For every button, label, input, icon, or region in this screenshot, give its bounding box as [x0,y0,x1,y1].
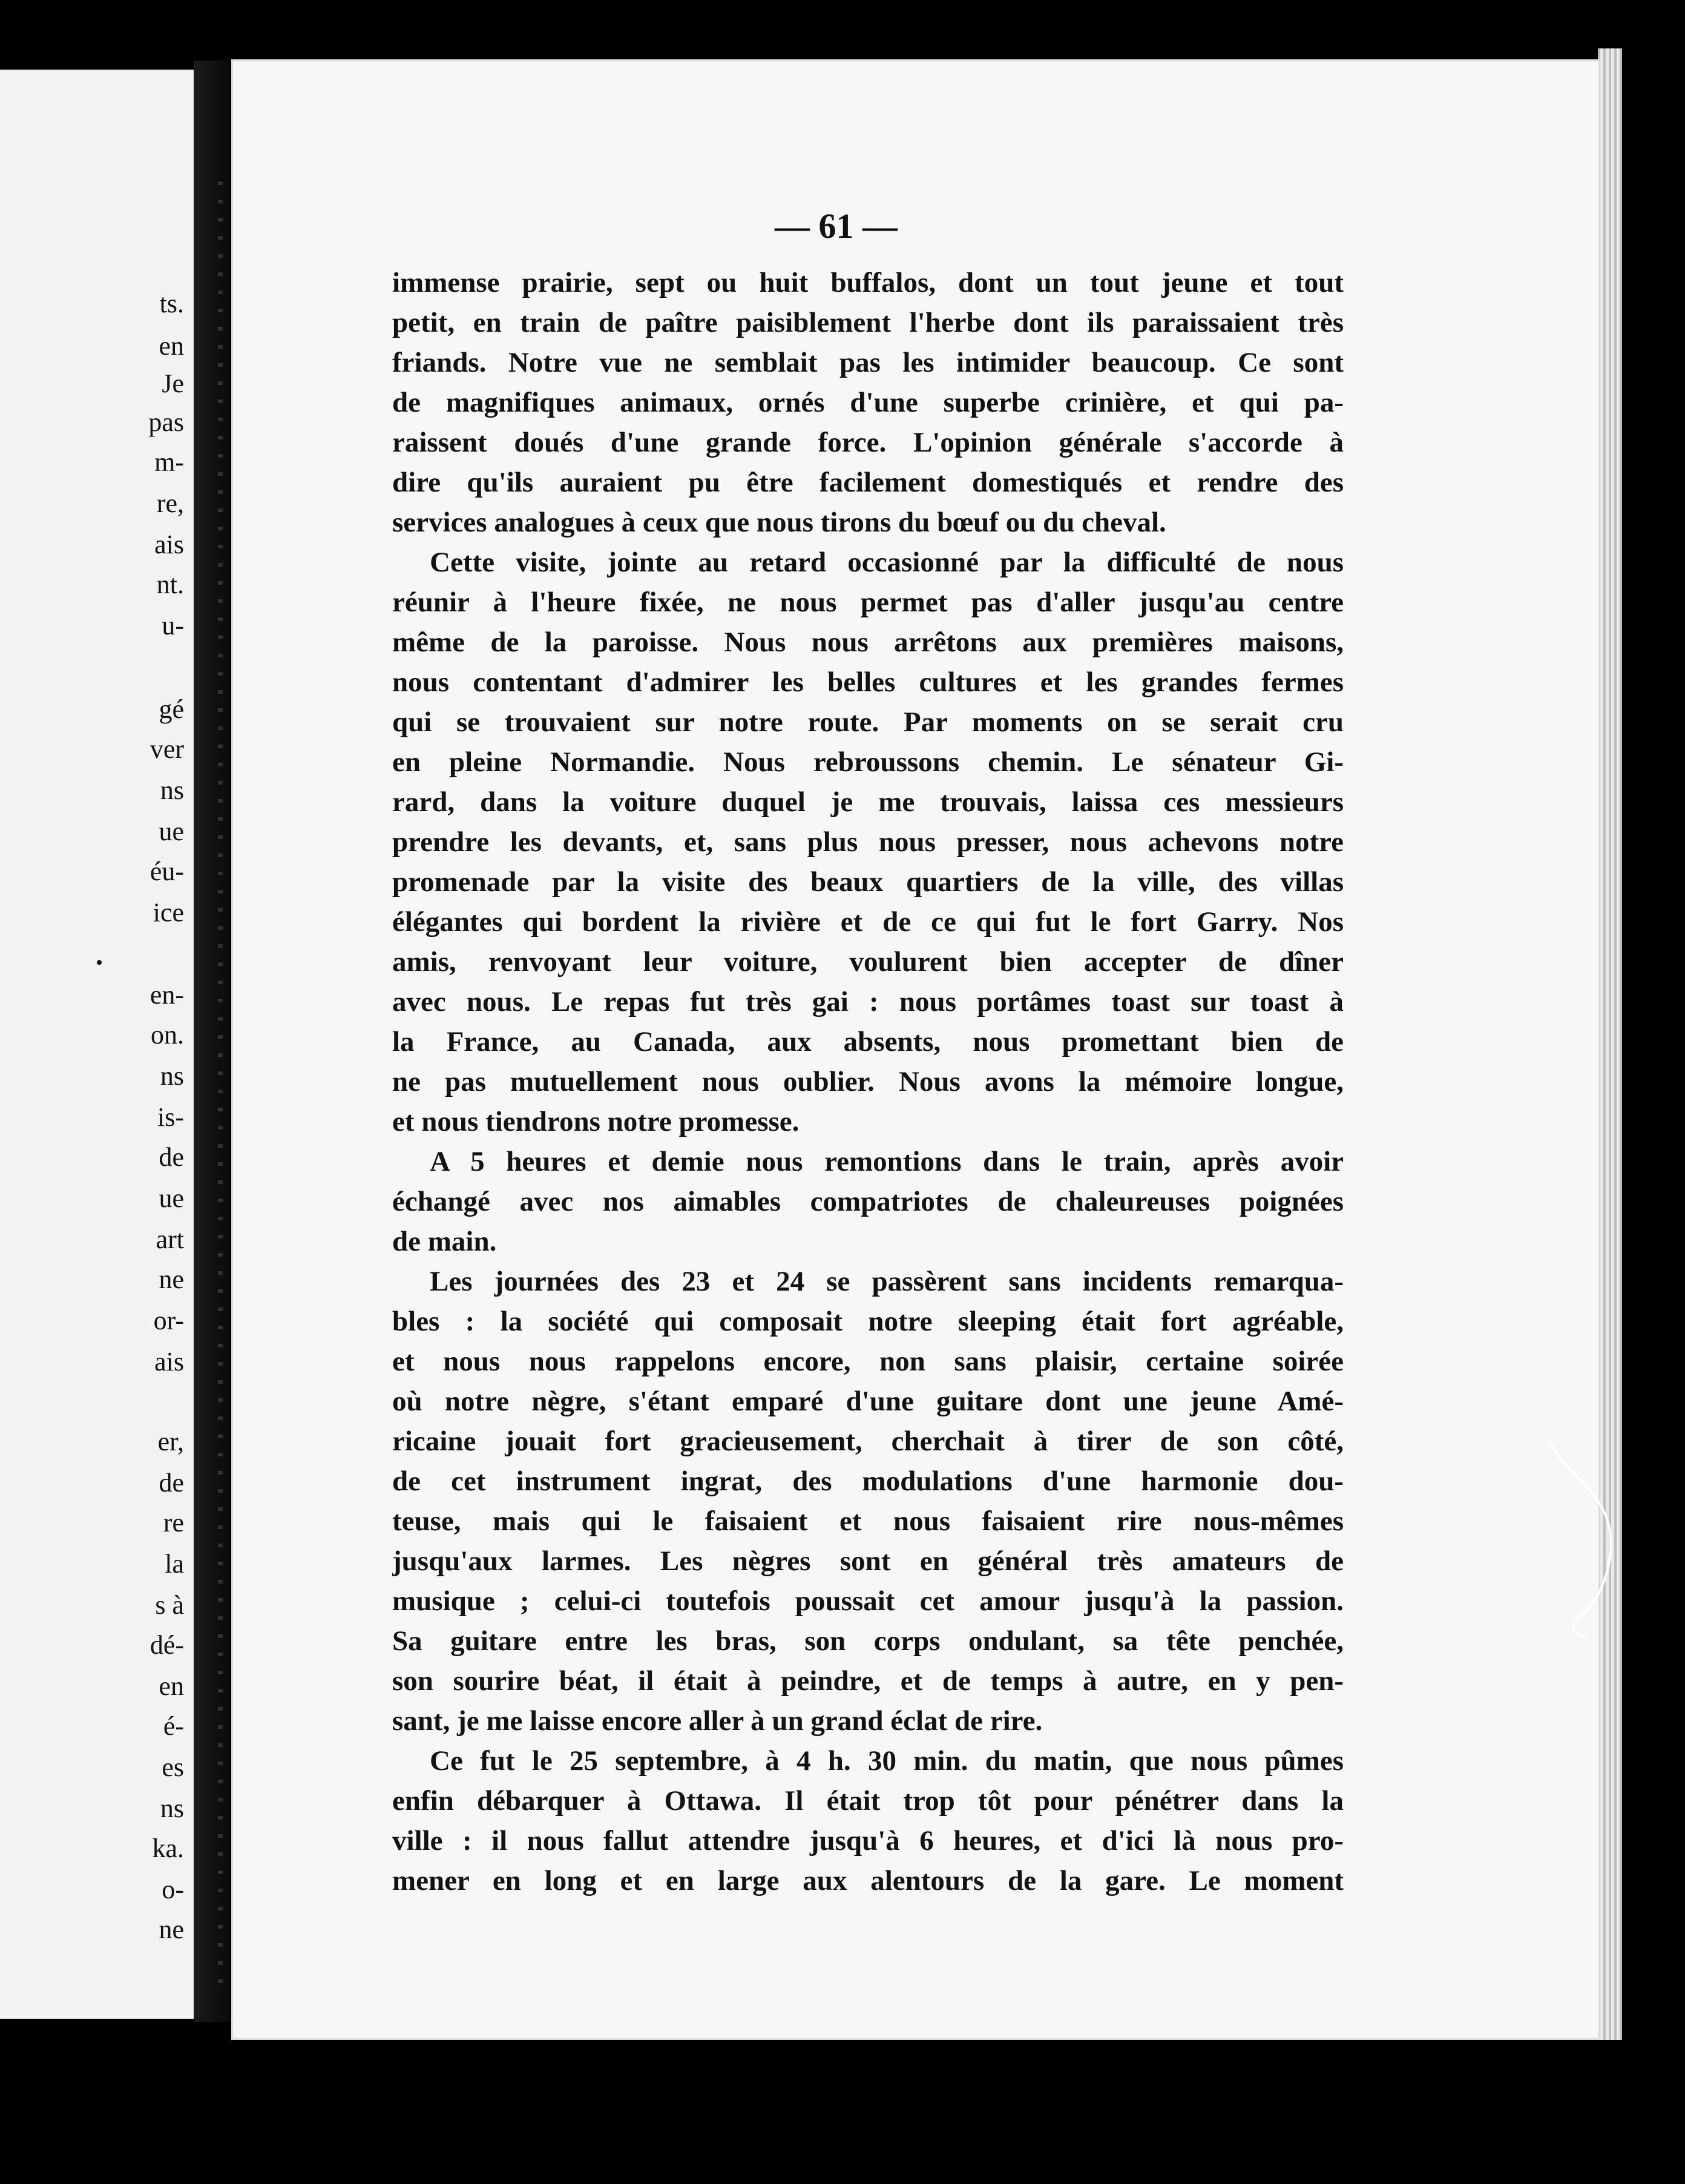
page-number: — 61 — [775,206,898,246]
text-line: Sa guitare entre les bras, son corps ondulant, sa tête penchée, [392,1625,1344,1657]
text-line: teuse, mais qui le faisaient et nous faisaient rire nous-mêmes [392,1505,1344,1537]
prev-fragment: ts. [159,289,184,318]
prev-fragment: er, [157,1427,184,1456]
prev-fragment: m- [154,447,184,477]
prev-fragment: ais [154,530,184,559]
previous-page-text-fragments [0,0,194,2184]
text-line: friands. Notre vue ne semblait pas les intimider beaucoup. Ce sont [392,347,1344,378]
prev-fragment: ne [159,1915,184,1944]
prev-fragment: de [159,1142,184,1172]
text-line: prendre les devants, et, sans plus nous presser, nous achevons notre [392,826,1344,858]
text-line: rard, dans la voiture duquel je me trouvais, laissa ces messieurs [392,786,1344,818]
prev-fragment: en- [149,980,184,1010]
prev-fragment: on. [151,1020,184,1050]
text-line: qui se trouvaient sur notre route. Par moments on se serait cru [392,706,1344,738]
prev-fragment: éu- [149,857,184,886]
prev-fragment: is- [157,1102,184,1132]
prev-fragment: ne [159,1265,184,1294]
prev-fragment: en [159,1671,184,1701]
text-line: en pleine Normandie. Nous rebroussons chemin. Le sénateur Gi- [392,746,1344,778]
text-line: ville : il nous fallut attendre jusqu'à 6 heures, et d'ici là nous pro- [392,1825,1344,1857]
text-line: nous contentant d'admirer les belles cultures et les grandes fermes [392,666,1344,698]
prev-fragment: es [162,1752,184,1782]
text-line: amis, renvoyant leur voiture, voulurent bien accepter de dîner [392,946,1344,978]
text-line: sant, je me laisse encore aller à un grand éclat de rire. [392,1705,1043,1737]
text-line: de main. [392,1226,497,1257]
text-line: ne pas mutuellement nous oublier. Nous avons la mémoire longue, [392,1066,1344,1097]
text-line: échangé avec nos aimables compatriotes de chaleureuses poignées [392,1186,1344,1217]
prev-fragment: ns [160,775,184,805]
prev-fragment: é- [163,1711,184,1741]
prev-fragment: Je [162,369,184,398]
prev-fragment: ue [159,1183,184,1213]
prev-fragment: nt. [156,570,184,599]
prev-fragment: ue [159,817,184,846]
text-line: petit, en train de paître paisiblement l'herbe dont ils paraissaient très [392,307,1344,338]
prev-fragment: or- [153,1306,184,1335]
text-line: immense prairie, sept ou huit buffalos, dont un tout jeune et tout [392,267,1344,298]
text-line: Ce fut le 25 septembre, à 4 h. 30 min. du matin, que nous pûmes [430,1745,1344,1777]
prev-fragment: re [163,1508,184,1538]
text-line: la France, au Canada, aux absents, nous promettant bien de [392,1026,1344,1057]
text-line: Les journées des 23 et 24 se passèrent sans incidents remarqua- [430,1266,1344,1297]
text-line: réunir à l'heure fixée, ne nous permet pas d'aller jusqu'au centre [392,587,1344,618]
prev-fragment: de [159,1468,184,1498]
text-line: jusqu'aux larmes. Les nègres sont en général très amateurs de [392,1545,1344,1577]
text-line: où notre nègre, s'étant emparé d'une guitare dont une jeune Amé- [392,1386,1344,1417]
prev-fragment: gé [159,694,184,724]
prev-fragment: ice [153,898,184,927]
text-line: musique ; celui-ci toutefois poussait cet amour jusqu'à la passion. [392,1585,1344,1617]
text-line: raissent doués d'une grande force. L'opinion générale s'accorde à [392,427,1344,458]
prev-fragment: s à [155,1590,184,1620]
book-gutter [194,61,230,2022]
text-line: promenade par la visite des beaux quartiers de la ville, des villas [392,866,1344,898]
prev-fragment: ver [149,734,184,764]
text-line: Cette visite, jointe au retard occasionné par la difficulté de nous [430,547,1344,578]
text-line: de cet instrument ingrat, des modulations d'une harmonie dou- [392,1465,1344,1497]
prev-fragment: re, [156,488,184,518]
text-line: et nous tiendrons notre promesse. [392,1106,800,1137]
text-line: même de la paroisse. Nous nous arrêtons aux premières maisons, [392,627,1344,658]
text-line: mener en long et en large aux alentours de la gare. Le moment [392,1865,1344,1896]
prev-fragment: en [159,331,184,361]
text-line: élégantes qui bordent la rivière et de ce qui fut le fort Garry. Nos [392,906,1344,938]
pencil-mark [1537,1435,1622,1640]
prev-fragment: ns [160,1794,184,1823]
prev-fragment: pas [148,407,184,437]
page-stack-edge [1598,48,1622,2040]
prev-fragment: o- [162,1875,184,1904]
text-line: ricaine jouait fort gracieusement, cherchait à tirer de son côté, [392,1426,1344,1457]
ink-speck [97,960,102,965]
text-line: avec nous. Le repas fut très gai : nous portâmes toast sur toast à [392,986,1344,1018]
text-line: dire qu'ils auraient pu être facilement domestiqués et rendre des [392,467,1344,498]
prev-fragment: ais [154,1347,184,1377]
text-line: de magnifiques animaux, ornés d'une superbe crinière, et qui pa- [392,387,1344,418]
prev-fragment: u- [162,611,184,640]
text-line: enfin débarquer à Ottawa. Il était trop tôt pour pénétrer dans la [392,1785,1344,1817]
text-line: A 5 heures et demie nous remontions dans le train, après avoir [430,1146,1344,1177]
prev-fragment: ns [160,1061,184,1091]
prev-fragment: art [156,1225,184,1254]
prev-fragment: la [165,1549,184,1579]
prev-fragment: dé- [149,1630,184,1660]
text-line: son sourire béat, il était à peindre, et de temps à autre, en y pen- [392,1665,1344,1697]
text-line: et nous nous rappelons encore, non sans plaisir, certaine soirée [392,1346,1344,1377]
gutter-stitching [218,182,223,1998]
body-text [392,263,1344,1901]
text-line: bles : la société qui composait notre sleeping était fort agréable, [392,1306,1344,1337]
text-line: services analogues à ceux que nous tirons du bœuf ou du cheval. [392,507,1166,538]
prev-fragment: ka. [152,1834,184,1863]
